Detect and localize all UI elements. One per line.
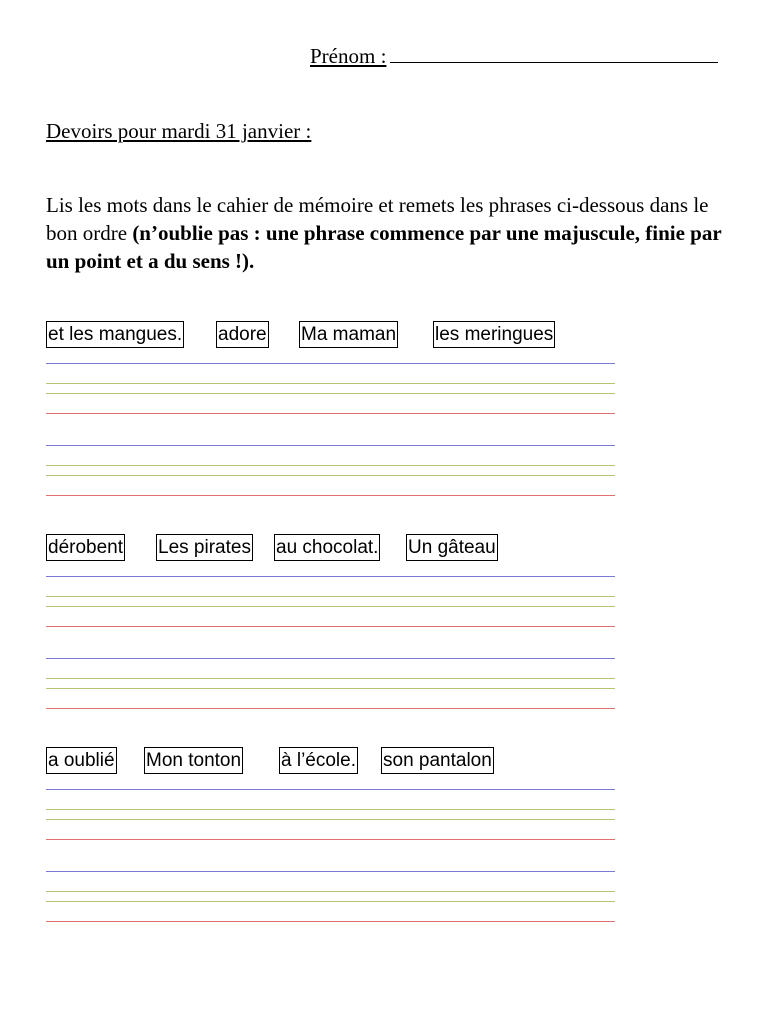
word-card[interactable]: Les pirates <box>156 534 253 561</box>
word-card[interactable]: Mon tonton <box>144 747 243 774</box>
word-card[interactable]: son pantalon <box>381 747 494 774</box>
prenom-field <box>310 44 718 69</box>
instructions-reminder: (n’oublie pas : une phrase commence par une majuscule, finie par un point et a du sens !). <box>46 221 722 273</box>
word-card[interactable]: et les mangues. <box>46 321 184 348</box>
word-card[interactable]: dérobent <box>46 534 125 561</box>
word-card[interactable]: Un gâteau <box>406 534 498 561</box>
prenom-label: Prénom : <box>310 44 387 68</box>
prenom-blank-line[interactable] <box>390 44 718 63</box>
word-card[interactable]: les meringues <box>433 321 555 348</box>
instructions <box>46 191 726 275</box>
word-card[interactable]: a oublié <box>46 747 117 774</box>
page-title: Devoirs pour mardi 31 janvier : <box>46 119 312 143</box>
word-card[interactable]: à l’école. <box>279 747 358 774</box>
word-card[interactable]: au chocolat. <box>274 534 380 561</box>
instructions-text: Lis les mots dans le cahier de mémoire et remets les phrases ci-dessous dans le bon ordre <box>46 193 709 245</box>
word-card[interactable]: adore <box>216 321 269 348</box>
word-card[interactable]: Ma maman <box>299 321 398 348</box>
